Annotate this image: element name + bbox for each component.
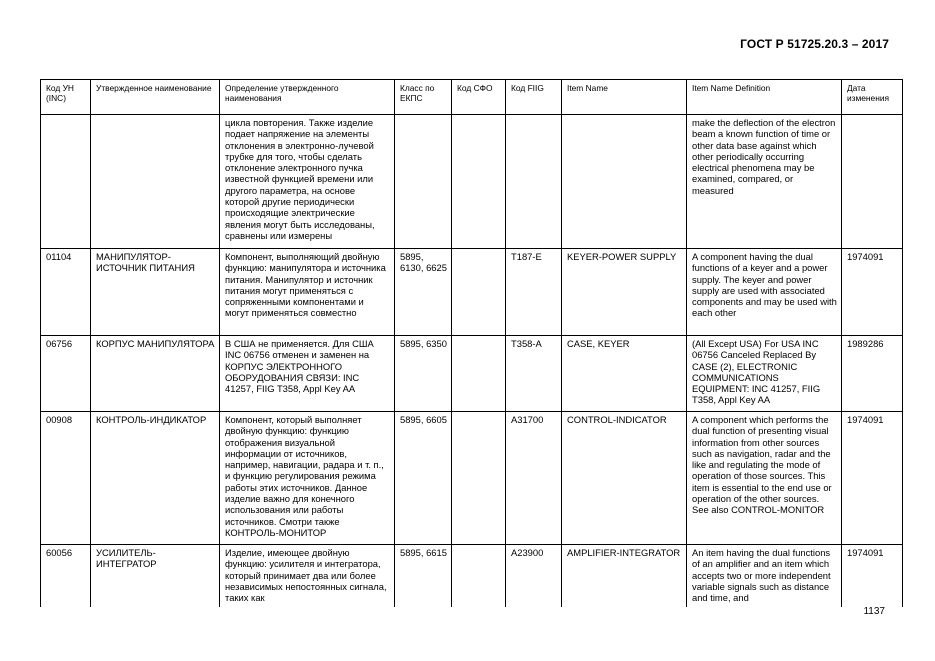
cell-date: 1974091	[842, 249, 903, 336]
data-table	[40, 79, 903, 607]
cell-item-name: KEYER-POWER SUPPLY	[562, 249, 687, 336]
column-header-fiig: Код FIIG	[506, 80, 562, 115]
column-header-definition-ru: Определение утвержденного наименования	[220, 80, 395, 115]
table-header	[41, 80, 903, 115]
cell-name-ru: КОНТРОЛЬ-ИНДИКАТОР	[91, 412, 220, 545]
cell-sfo	[452, 336, 506, 412]
cell-fiig	[506, 115, 562, 249]
table-row	[41, 412, 903, 545]
cell-definition-ru: В США не применяется. Для США INC 06756 отменен и заменен на КОРПУС ЭЛЕКТРОННОГО ОБОРУДОВАНИЯ СВЯЗИ: INC 41257, FIIG T358, Appl Key AA	[220, 336, 395, 412]
column-header-date: Дата изменения	[842, 80, 903, 115]
cell-fiig: A23900	[506, 545, 562, 607]
column-header-ekps: Класс по ЕКПС	[395, 80, 452, 115]
table-row	[41, 249, 903, 336]
cell-definition-ru: Компонент, который выполняет двойную функцию: функцию отображения визуальной информации от источников, например, навигации, радара и т. п., и функцию регулирования режима работы этих источников. Данное изделие важно для конечного использования или работы источников. Смотри также КОНТРОЛЬ-МОНИТОР	[220, 412, 395, 545]
cell-sfo	[452, 249, 506, 336]
cell-fiig: A31700	[506, 412, 562, 545]
cell-definition-en: (All Except USA) For USA INC 06756 Canceled Replaced By CASE (2), ELECTRONIC COMMUNICATIONS EQUIPMENT: INC 41257, FIIG T358, Appl Key AA	[687, 336, 842, 412]
cell-item-name	[562, 115, 687, 249]
cell-inc	[41, 115, 91, 249]
cell-fiig: T187-E	[506, 249, 562, 336]
cell-definition-en: A component having the dual functions of a keyer and a power supply. The keyer and power supply are used with associated components and may be used with each other	[687, 249, 842, 336]
document-header: ГОСТ Р 51725.20.3 – 2017	[740, 37, 889, 51]
cell-name-ru: КОРПУС МАНИПУЛЯТОРА	[91, 336, 220, 412]
cell-sfo	[452, 545, 506, 607]
cell-item-name: CONTROL-INDICATOR	[562, 412, 687, 545]
cell-ekps: 5895, 6130, 6625	[395, 249, 452, 336]
cell-ekps: 5895, 6350	[395, 336, 452, 412]
cell-item-name: AMPLIFIER-INTEGRATOR	[562, 545, 687, 607]
cell-definition-ru: Изделие, имеющее двойную функцию: усилителя и интегратора, который принимает два или более независимых непостоянных сигнала, таких как	[220, 545, 395, 607]
cell-sfo	[452, 115, 506, 249]
cell-item-name: CASE, KEYER	[562, 336, 687, 412]
cell-definition-en: A component which performs the dual function of presenting visual information from other sources such as navigation, radar and the like and regulating the mode of operation of those sources. This item is essential to the end use or operation of the other sources. See also CONTROL-MONITOR	[687, 412, 842, 545]
column-header-definition-en: Item Name Definition	[687, 80, 842, 115]
table-row	[41, 115, 903, 249]
cell-ekps: 5895, 6615	[395, 545, 452, 607]
header-row	[41, 80, 903, 115]
cell-ekps	[395, 115, 452, 249]
table-row	[41, 336, 903, 412]
cell-date: 1974091	[842, 412, 903, 545]
cell-fiig: T358-A	[506, 336, 562, 412]
cell-name-ru	[91, 115, 220, 249]
cell-ekps: 5895, 6605	[395, 412, 452, 545]
table-row	[41, 545, 903, 607]
column-header-inc: Код УН (INC)	[41, 80, 91, 115]
column-header-item-name: Item Name	[562, 80, 687, 115]
cell-definition-ru: Компонент, выполняющий двойную функцию: манипулятора и источника питания. Манипулятор и источник питания могут применяться с сопряженными компонентами и могут применяться совместно	[220, 249, 395, 336]
cell-definition-en: An item having the dual functions of an amplifier and an item which accepts two or more independent variable signals such as distance and time, and	[687, 545, 842, 607]
cell-inc: 60056	[41, 545, 91, 607]
column-header-sfo: Код СФО	[452, 80, 506, 115]
cell-inc: 00908	[41, 412, 91, 545]
cell-definition-en: make the deflection of the electron beam a known function of time or other data base against which other periodically occurring electrical phenomena may be examined, compared, or measured	[687, 115, 842, 249]
page-number: 1137	[863, 606, 885, 617]
column-header-name-ru: Утвержденное наименование	[91, 80, 220, 115]
cell-date: 1989286	[842, 336, 903, 412]
cell-name-ru: УСИЛИТЕЛЬ-ИНТЕГРАТОР	[91, 545, 220, 607]
cell-name-ru: МАНИПУЛЯТОР-ИСТОЧНИК ПИТАНИЯ	[91, 249, 220, 336]
cell-inc: 06756	[41, 336, 91, 412]
cell-date: 1974091	[842, 545, 903, 607]
cell-date	[842, 115, 903, 249]
cell-inc: 01104	[41, 249, 91, 336]
cell-sfo	[452, 412, 506, 545]
cell-definition-ru: цикла повторения. Также изделие подает напряжение на элементы отклонения в электронно-лучевой трубке для того, чтобы сделать отклонение электронного пучка известной функцией времени или другого параметра, на основе которой другие периодически происходящие электрические явления могут быть исследованы, сравнены или измерены	[220, 115, 395, 249]
